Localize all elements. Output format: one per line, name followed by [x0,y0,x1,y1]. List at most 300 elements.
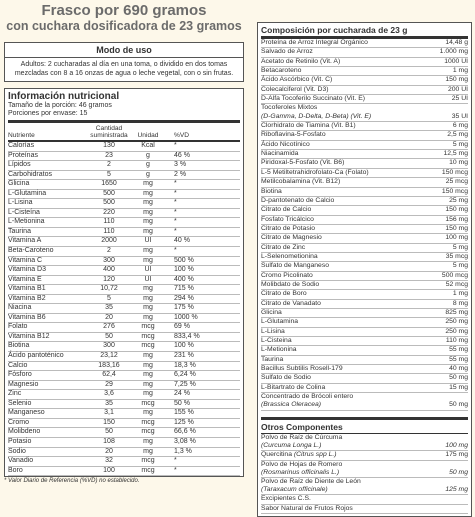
nutrient-amount: 3,1 [104,409,114,417]
nutrient-unit: g [146,151,150,159]
component-name: Salvado de Arroz [261,48,313,56]
component-qty: 150 mg [445,206,468,214]
list-item [261,253,468,262]
list-item [261,206,468,215]
list-item [261,346,468,355]
nutrient-amount: 2 [107,161,111,169]
title-line2: con cuchara dosificadora de 23 gramos [6,19,242,33]
component-subname: (Rosmarinus officinalis L.) [261,468,340,476]
nutrient-unit: mg [143,189,153,197]
nutrient-name: Biotina [8,342,30,350]
component-name: L-Cisteina [261,337,292,344]
footnote: * Valor Diario de Referencia (%VD) no establecido. [4,478,140,485]
table-row [8,276,240,286]
component-name: L-Bitartrato de Colina [261,383,326,391]
nutrient-unit: mcg [141,342,155,350]
table-row [8,467,240,477]
nutrient-name: L-Glutamina [8,189,47,197]
component-qty: 200 UI [447,85,468,93]
component-subname: (Curcuma Longa L.) [261,441,322,449]
nutrient-unit: g [146,170,150,178]
component-qty: 150 mcg [441,187,468,195]
component-qty: 12,5 mg [443,150,468,158]
component-qty: 55 mg [449,355,468,363]
component-name: Polvo de Raíz de Diente de León [261,477,361,485]
nutrient-name: Ácido pantoténico [8,352,64,360]
list-item [261,365,468,374]
component-name: Citrato de Calcio [261,206,312,214]
nutrient-amount: 62,4 [102,371,116,379]
nutrient-name: Molibdeno [8,428,41,436]
product-title [4,3,244,34]
list-item [261,309,468,318]
nutrient-unit: UI [144,237,152,245]
nutrient-unit: Kcal [141,142,155,149]
nutrient-amount: 183,16 [98,361,120,369]
nutrient-amount: 110 [103,227,115,235]
component-name: Proteína de Arroz Integral Orgánico [261,39,368,46]
nutrient-amount: 50 [105,332,113,340]
nutrient-amount: 20 [105,313,113,321]
nutrient-vd: 715 % [174,285,194,293]
component-qty: 1000 UI [444,57,468,65]
nutrient-unit: g [146,161,150,169]
nutrient-amount: 2 [107,247,111,255]
nutrient-vd: * [174,142,177,149]
list-item [261,178,468,187]
nutrient-vd: 18,3 % [174,361,196,369]
nutrient-vd: * [174,189,177,197]
table-row [8,190,240,200]
list-item [261,86,468,95]
nutrient-vd: 125 % [174,418,194,426]
nutrient-vd: 3,08 % [174,437,196,445]
component-name: Citrato de Boro [261,290,307,298]
nutrient-vd: * [174,466,177,474]
component-name: Citrato de Potasio [261,224,316,232]
component-name: Fosfato Tricálcico [261,215,314,223]
nutrient-name: Glicina [8,180,30,188]
list-item [261,76,468,85]
list-item [261,131,468,140]
nutrient-vd: 500 % [174,256,194,264]
nutrient-name: Lípidos [8,161,31,169]
nutrient-amount: 2000 [101,237,117,245]
nutrient-amount: 32 [105,457,113,465]
component-name: Tocoferoles Mixtos [261,104,318,112]
nutrient-vd: 40 % [174,237,190,245]
nutrient-name: Beta-Caroteno [8,247,54,255]
list-item [261,244,468,253]
component-name: Acetato de Retinilo (Vit. A) [261,57,341,65]
table-row [8,400,240,410]
nutrient-vd: * [174,180,177,188]
list-item [261,393,468,411]
list-item [261,451,468,460]
list-item [261,384,468,393]
nutrition-rows [8,142,240,476]
component-name: Glicina [261,308,282,316]
component-qty: 5 mg [452,243,468,251]
component-qty: 25 mg [449,196,468,204]
list-item [261,272,468,281]
component-name: Citrato de Zinc [261,243,306,251]
nutrient-vd: 2 % [174,170,187,178]
nutrition-facts [4,88,244,477]
component-qty: 110 mg [445,337,468,344]
component-name: L-5 Metiltetrahidrofolato-Ca (Folato) [261,168,369,176]
nutrient-amount: 120 [103,275,115,283]
table-row [8,381,240,391]
component-name: Bacillus Subtilis Rosell-179 [261,365,343,373]
table-row [8,285,240,295]
nutrient-name: Vitamina A [8,237,42,245]
nutrient-unit: mg [143,256,153,264]
list-item [261,169,468,178]
list-item [261,104,468,122]
list-item [261,216,468,225]
list-item [261,374,468,383]
nutrient-amount: 400 [103,266,115,274]
usage-title: Modo de uso [5,43,243,58]
component-qty: 40 mg [449,365,468,373]
component-subname: (Citrus spp L.) [293,451,337,459]
component-qty: 55 mg [449,346,468,354]
nutrient-unit: mg [143,352,153,360]
others-rows [261,434,468,514]
component-qty: 2,5 mg [447,131,468,139]
component-name: Ácido Nicotínico [261,140,310,148]
nutrient-vd: * [174,218,177,226]
component-qty: 25 UI [451,95,468,103]
component-qty: 50 mg [449,374,468,382]
list-item [261,188,468,197]
component-qty: 175 mg [445,451,468,459]
list-item [261,225,468,234]
nutrient-vd: * [174,227,177,235]
nutrient-name: Vitamina B6 [8,313,46,321]
list-item [261,262,468,271]
list-item [261,356,468,365]
table-row [8,428,240,438]
nutrient-vd: * [174,247,177,255]
component-qty: 150 mg [445,224,468,232]
nutrient-unit: mg [143,218,153,226]
nutrient-amount: 300 [103,342,115,350]
col-amount: Cantidad suministrada [90,125,128,139]
component-qty: 250 mg [445,327,468,335]
list-item [261,58,468,67]
nutrient-amount: 300 [103,256,115,264]
nutrient-vd: 66,6 % [174,428,196,436]
nutrient-unit: mcg [141,418,155,426]
others-title: Otros Componentes [261,417,468,434]
nutrient-name: Proteínas [8,151,38,159]
nutrient-unit: mg [143,313,153,321]
list-item [261,337,468,346]
nutrient-unit: mcg [141,466,155,474]
component-name: Sulfato de Sodio [261,374,311,382]
usage-text: Adultos: 2 cucharadas al día en una toma, o dividido en dos tomas mezcladas con 8 a 16 onzas de agua o leche vegetal, con o sin frutas. [14,61,234,77]
nutrient-unit: mg [143,437,153,445]
nutrient-unit: mg [143,247,153,255]
table-row [8,448,240,458]
component-name: Betacaroteno [261,67,302,75]
component-qty: 52 mcg [445,280,468,288]
table-row [8,304,240,314]
component-line2 [261,442,468,450]
nutrient-name: Vitamina B12 [8,332,50,340]
composition-box [257,22,472,517]
nutrient-name: Selenio [8,399,32,407]
nutrient-name: Magnesio [8,380,39,388]
nutrient-amount: 23,12 [100,352,118,360]
table-row [8,171,240,181]
nutrient-unit: mcg [141,323,155,331]
component-name: Citrato de Vanadato [261,299,321,307]
nutrient-amount: 220 [103,208,115,216]
nutrient-unit: mg [143,227,153,235]
component-qty: 15 mg [449,383,468,391]
nutrient-vd: 175 % [174,304,194,312]
nutrient-amount: 1650 [101,180,117,188]
nutrient-unit: mg [143,390,153,398]
table-row [8,419,240,429]
nutrient-amount: 5 [107,294,111,302]
nutrient-vd: 3 % [174,161,187,169]
nutrient-name: Sodio [8,447,26,455]
list-item [261,478,468,495]
component-name: Clorhidrato de Tiamina (Vit. B1) [261,122,356,130]
nutrient-vd: 100 % [174,266,194,274]
component-qty: 500 mcg [441,271,468,279]
component-qty: 1 mg [452,67,468,75]
nutrient-amount: 276 [103,323,115,331]
nutrient-amount: 23 [105,151,113,159]
title-line1: Frasco por 690 gramos [41,2,207,19]
list-item [261,290,468,299]
nutrient-unit: mg [143,447,153,455]
list-item [261,48,468,57]
component-qty: 10 mg [449,159,468,167]
nutrient-vd: 46 % [174,151,190,159]
col-unit: Unidad [137,132,159,139]
component-qty: 1 mg [452,290,468,298]
table-row [8,257,240,267]
nutrient-name: Calcio [8,361,28,369]
nutrient-unit: mg [143,294,153,302]
component-name: D-pantotenato de Calcio [261,196,335,204]
nutrient-unit: mg [143,304,153,312]
nutrient-vd: 69 % [174,323,190,331]
table-row [8,180,240,190]
nutrient-amount: 35 [105,304,113,312]
component-qty: 6 mg [452,122,468,130]
table-row [8,314,240,324]
nutrient-amount: 500 [103,189,115,197]
nutrient-name: L-Cisteína [8,208,40,216]
nutrient-amount: 5 [107,170,111,178]
component-name: Citrato de Magnesio [261,234,322,242]
list-item [261,197,468,206]
nutrient-name: Boro [8,466,23,474]
nutrient-unit: mcg [141,428,155,436]
nutrient-amount: 100 [103,466,115,474]
nutrient-vd: 7,25 % [174,380,196,388]
list-item [261,141,468,150]
list-item [261,150,468,159]
table-row [8,342,240,352]
usage-box [4,42,244,82]
component-name: Taurina [261,355,284,363]
nutrient-unit: mg [143,285,153,293]
list-item [261,328,468,337]
table-row [8,266,240,276]
table-row [8,152,240,162]
list-item [261,159,468,168]
component-name: Ácido Ascórbico (Vit. C) [261,76,333,84]
component-name: Colecalciferol (Vit. D3) [261,85,329,93]
component-name: Riboflavina-5-Fosfato [261,131,326,139]
nutrient-name: Niacina [8,304,32,312]
nutrient-unit: mg [143,208,153,216]
nutrient-name: Manganeso [8,409,45,417]
nutrient-unit: mg [143,409,153,417]
table-row [8,142,240,152]
list-item [261,434,468,451]
nutrient-vd: 833,4 % [174,332,200,340]
table-row [8,457,240,467]
component-qty: 14,48 g [445,39,468,46]
composition-title: Composición por cucharada de 23 g [261,23,468,39]
nutrient-name: Vitamina B2 [8,294,46,302]
component-name: Molibdato de Sodio [261,280,320,288]
nutrient-name: Potasio [8,437,32,445]
component-line2 [261,401,468,409]
servings-per-container: Porciones por envase: 15 [8,110,88,117]
nutrient-amount: 10,72 [100,285,118,293]
component-name: Niacinamida [261,150,299,158]
list-item [261,234,468,243]
component-name: L-Lisina [261,327,285,335]
component-name: Sulfato de Manganeso [261,262,330,270]
list-item [261,122,468,131]
nutrient-unit: mcg [141,332,155,340]
component-qty: 250 mg [445,318,468,326]
nutrient-name: L-Metionina [8,218,45,226]
nutrient-name: Calorías [8,142,35,149]
nutrient-amount: 108 [103,437,115,445]
list-item [261,281,468,290]
component-qty: 5 mg [452,262,468,270]
component-subname: (Taraxacum officinale) [261,486,328,494]
component-name: Metilcobalamina (Vit. B12) [261,178,341,186]
component-name: Biotina [261,187,282,195]
table-row [8,161,240,171]
component-qty: 25 mcg [445,178,468,186]
nutrient-unit: mcg [141,399,155,407]
component-qty: 35 UI [451,112,468,120]
nutrient-amount: 110 [103,218,115,226]
component-qty: 150 mg [445,76,468,84]
component-subname: (Brassica Oleracea) [261,401,322,409]
nutrient-unit: mg [143,180,153,188]
component-name: L-Metionina [261,346,297,354]
component-qty: 100 mg [445,441,468,449]
table-row [8,352,240,362]
nutrient-name: Vitamina E [8,275,42,283]
nutrient-amount: 20 [105,447,113,455]
nutrient-vd: 400 % [174,275,194,283]
col-vd: %VD [174,132,190,139]
nutrient-name: Taurina [8,227,31,235]
nutrient-amount: 130 [103,142,115,149]
nutrient-name: Vitamina C [8,256,43,264]
nutrition-header [8,120,240,142]
nutrient-amount: 500 [103,199,115,207]
nutrient-vd: 1000 % [174,313,198,321]
list-item [261,67,468,76]
nutrient-unit: mg [143,371,153,379]
component-qty: 156 mg [445,215,468,223]
component-line2 [261,469,468,477]
list-item [261,505,468,514]
nutrient-unit: mcg [141,457,155,465]
component-qty: 8 mg [452,299,468,307]
table-row [8,438,240,448]
nutrient-name: Folato [8,323,28,331]
component-name: Excipientes C.S. [261,495,311,503]
nutrient-vd: * [174,457,177,465]
nutrient-vd: 100 % [174,342,194,350]
nutrient-vd: 24 % [174,390,190,398]
nutrient-unit: mg [143,361,153,369]
nutrient-vd: * [174,199,177,207]
nutrient-name: Vitamina D3 [8,266,47,274]
component-name: Quercitina [261,451,294,459]
list-item [261,318,468,327]
nutrition-title: Información nutricional [8,91,120,102]
serving-size: Tamaño de la porción: 46 gramos [8,102,112,109]
nutrient-vd: 294 % [174,294,194,302]
nutrient-vd: * [174,208,177,216]
nutrient-vd: 231 % [174,352,194,360]
col-nutrient: Nutriente [8,132,35,139]
right-column [257,22,472,517]
nutrient-amount: 29 [105,380,113,388]
component-name: L-Glutamina [261,318,299,326]
component-line2 [261,486,468,494]
nutrient-vd: 1,3 % [174,447,192,455]
table-row [8,209,240,219]
table-row [8,409,240,419]
component-qty: 5 mg [452,140,468,148]
table-row [8,218,240,228]
nutrient-name: Vanadio [8,457,34,465]
component-name: Cromo Picolinato [261,271,313,279]
component-qty: 35 mcg [445,252,468,260]
nutrient-name: Fósforo [8,371,32,379]
list-item [261,95,468,104]
table-row [8,371,240,381]
table-row [8,390,240,400]
nutrient-unit: UI [144,275,152,283]
nutrient-unit: UI [144,266,152,274]
nutrient-name: L-Lisina [8,199,33,207]
nutrient-vd: 50 % [174,399,190,407]
component-name: Polvo de Raíz de Cúrcuma [261,433,343,441]
table-row [8,333,240,343]
